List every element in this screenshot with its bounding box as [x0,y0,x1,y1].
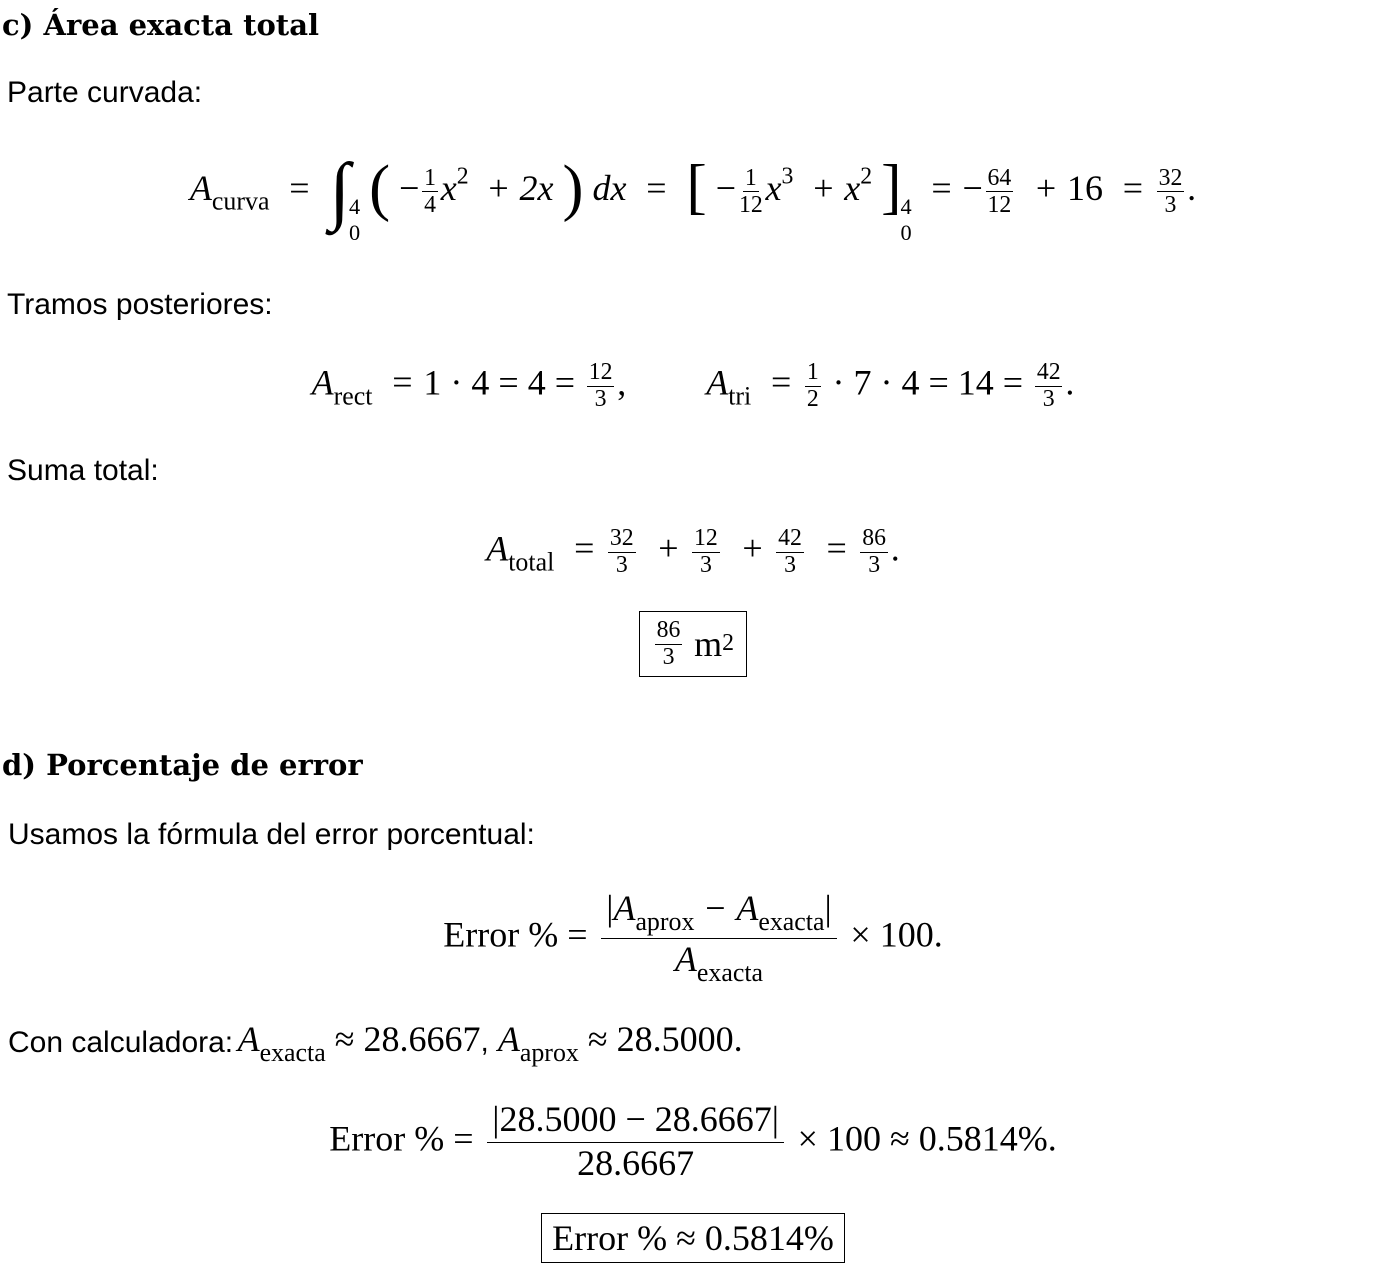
integral-sign: ∫ [329,149,351,233]
rect-area-equation: $A_{rect} = 1 \cdot 4 = 4$ = $\frac{12}{3}$ , [311,358,627,413]
total-area-equation: $A_{total}$ = $\frac{32}{3}$ + $\frac{12}{3}$ + $\frac{42}{3}$ = $\frac{86}{3}$ . [486,524,900,579]
error-formula: Error % = $\frac{|A_{aprox} - A_{exacta}|}{A_{exacta}}$ × 100. [443,887,943,988]
boxed-area-answer: $\frac{86}{3}$ m 2 [0,606,1386,682]
calculator-values-line: Con calculadora: $A_{exacta} \approx 28.6667$, $A_{aprox} \approx 28.5000$. [8,1019,743,1067]
rect-tri-equations [0,358,1386,414]
error-intro-text: Usamos la fórmula del error porcentual: [8,818,535,851]
boxed-error-answer: Error % ≈ 0.5814% [0,1208,1386,1268]
later-segments-label: Tramos posteriores: [7,288,273,321]
section-c-heading: c) Área exacta total [2,8,320,42]
section-d-heading: d) Porcentaje de error [2,748,363,782]
curve-area-equation: $A_{curva}$ = ∫ 4 0 ( − $\frac{1}{4}$ $x^2 + 2x$ ) dx = [ − $\frac{1}{12}$ $x^3 + x^2$ ] 4 0 = − $\frac{64}{12}$ + 16 = $\frac{32}{3}$ . [189,149,1197,246]
tri-area-equation: $A_{tri}$ = $\frac{1}{2}$ · 7 · 4 = 14 = $\frac{42}{3}$ . [706,358,1075,413]
sum-total-label: Suma total: [7,454,159,487]
numeric-error-equation: Error % = $\frac{|28.5000 - 28.6667|}{28.6667}$ × 100 ≈ 0.5814%. [329,1098,1057,1184]
curved-part-label: Parte curvada: [7,76,203,109]
